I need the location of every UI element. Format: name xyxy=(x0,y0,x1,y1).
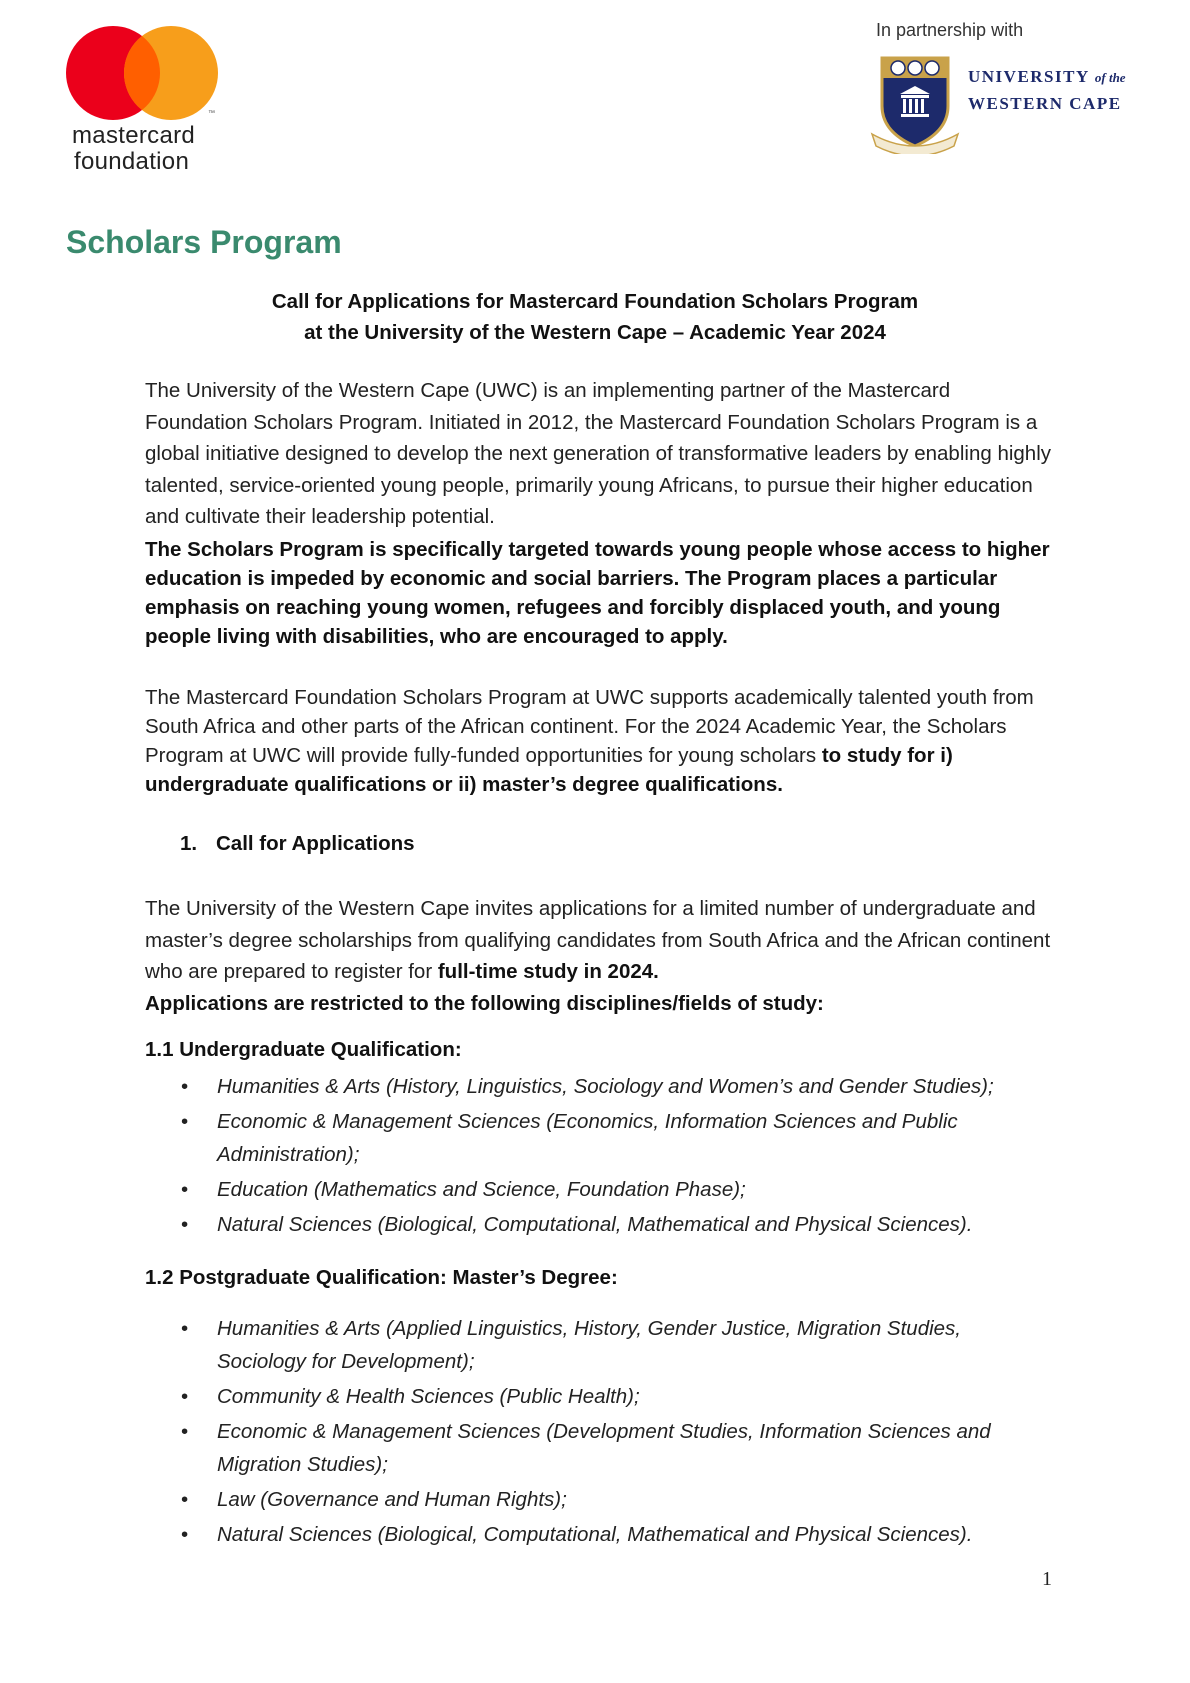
list-item: • Education (Mathematics and Science, Foundation Phase); xyxy=(145,1173,1055,1206)
target-paragraph: The Scholars Program is specifically targeted towards young people whose access to higher education is impeded by economic and social barriers. The Program places a particular emphasis on reaching young women, refugees and forcibly displaced youth, and young people living with disabilities, who are encouraged to apply. xyxy=(145,538,1050,648)
mastercard-foundation-logo xyxy=(66,26,226,176)
bullet-icon: • xyxy=(181,1317,189,1340)
heading-line-1: Call for Applications for Mastercard Foundation Scholars Program xyxy=(271,290,919,313)
undergraduate-list xyxy=(145,1070,1055,1243)
bullet-icon: • xyxy=(181,1178,189,1201)
uwc-name-of-the: of the xyxy=(1094,70,1126,85)
list-item: • Economic & Management Sciences (Economics, Information Sciences and Public Administration); xyxy=(145,1105,1055,1171)
mastercard-circles-icon xyxy=(66,26,218,120)
heading-line-2: at the University of the Western Cape – Academic Year 2024 xyxy=(304,321,886,344)
postgraduate-list xyxy=(145,1312,1055,1553)
bullet-icon: • xyxy=(181,1420,189,1443)
bullet-icon: • xyxy=(181,1110,189,1133)
undergraduate-heading: 1.1 Undergraduate Qualification: xyxy=(145,1038,462,1061)
mastercard-overlap xyxy=(124,26,218,120)
logo-word-mastercard: mastercard xyxy=(72,122,196,149)
bullet-icon: • xyxy=(181,1075,189,1098)
section-1-heading xyxy=(180,832,415,856)
trademark-symbol: ™ xyxy=(208,110,215,117)
uwc-name-western-cape: WESTERN CAPE xyxy=(968,94,1122,113)
applications-paragraph-bold: full-time study in 2024. xyxy=(437,960,659,983)
section-1-number: 1. xyxy=(180,832,198,855)
intro-paragraph: The University of the Western Cape (UWC) is an implementing partner of the Mastercard Foundation Scholars Program. Initiated in 2012, the Mastercard Foundation Scholars Program is a global initiative designed to develop the next generation of transformative leaders by enabling highly talented, service-oriented young people, primarily young Africans, to pursue their higher education and cultivate their leadership potential. xyxy=(145,379,1052,528)
section-1-title: Call for Applications xyxy=(216,832,415,855)
list-item: • Natural Sciences (Biological, Computational, Mathematical and Physical Sciences). xyxy=(145,1208,1055,1241)
partnership-label: In partnership with xyxy=(876,20,1024,40)
uwc-crest-icon xyxy=(870,54,960,154)
list-item: • Economic & Management Sciences (Development Studies, Information Sciences and Migration Studies); xyxy=(145,1415,1055,1481)
applications-restriction: Applications are restricted to the following disciplines/fields of study: xyxy=(145,991,824,1015)
page-number: 1 xyxy=(1042,1568,1052,1590)
uwc-wordmark xyxy=(968,64,1126,117)
applications-paragraph xyxy=(145,893,1055,1019)
document-heading xyxy=(0,286,1190,348)
program-title: Scholars Program xyxy=(66,224,342,260)
program-paragraph xyxy=(145,683,1055,799)
uwc-name-university: UNIVERSITY xyxy=(968,67,1090,86)
list-item: • Natural Sciences (Biological, Computational, Mathematical and Physical Sciences). xyxy=(145,1518,1055,1551)
program-paragraph-bold: to study for i) undergraduate qualifications or ii) master’s degree qualifications. xyxy=(145,744,953,796)
program-paragraph-text: The Mastercard Foundation Scholars Program at UWC supports academically talented youth from South Africa and other parts of the African continent. For the 2024 Academic Year, the Scholars Program at UWC will provide fully-funded opportunities for young scholars xyxy=(145,686,1034,767)
logo-word-foundation: foundation xyxy=(74,148,190,175)
list-item: • Humanities & Arts (Applied Linguistics, History, Gender Justice, Migration Studies, Sociology for Development); xyxy=(145,1312,1055,1378)
bullet-icon: • xyxy=(181,1488,189,1511)
postgraduate-heading: 1.2 Postgraduate Qualification: Master’s Degree: xyxy=(145,1266,618,1289)
list-item: • Law (Governance and Human Rights); xyxy=(145,1483,1055,1516)
bullet-icon: • xyxy=(181,1523,189,1546)
bullet-icon: • xyxy=(181,1385,189,1408)
applications-paragraph-text: The University of the Western Cape invites applications for a limited number of undergraduate and master’s degree scholarships from qualifying candidates from South Africa and the African continent who are prepared to register for xyxy=(145,897,1051,983)
bullet-icon: • xyxy=(181,1213,189,1236)
list-item: • Humanities & Arts (History, Linguistics, Sociology and Women’s and Gender Studies); xyxy=(145,1070,1055,1103)
list-item: • Community & Health Sciences (Public Health); xyxy=(145,1380,1055,1413)
